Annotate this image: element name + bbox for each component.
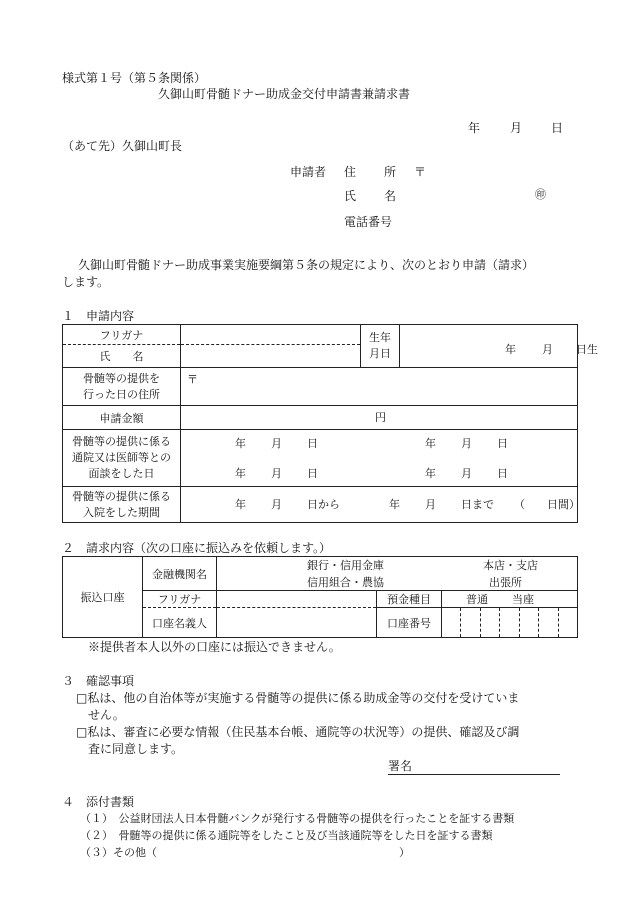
section2-heading: ２ 請求内容（次の口座に振込みを依頼します。） [62,541,332,555]
attachment-item-1: （１） 公益財団法人日本骨髄バンクが発行する骨髄等の提供を行ったことを証する書類 [80,812,515,825]
furigana-label: フリガナ [63,325,181,345]
visit-date-label: 骨髄等の提供に係る 通院又は医師等との 面談をした日 [63,430,181,487]
applicant-name-label-1: 氏 [344,189,357,203]
bank-account-table [62,556,578,638]
hospitalization-label: 骨髄等の提供に係る 入院をした期間 [63,487,181,523]
section1-heading: １ 申請内容 [62,309,135,323]
furigana-field[interactable] [181,325,361,345]
applicant-postal-mark: 〒 [414,165,427,179]
intro-line-2: します。 [62,275,110,289]
attachment-item-3: （３）その他（ ） [80,846,410,859]
section3-heading: ３ 確認事項 [62,674,135,688]
account-number-field[interactable] [442,608,578,638]
applicant-address-label-2: 所 [384,165,397,179]
date-day-label: 日 [551,121,564,135]
confirmation-item-1-line-2: せん。 [88,708,125,722]
seal-mark: ㊞ [535,188,546,201]
form-title: 久御山町骨髄ドナー助成金交付申請書兼請求書 [158,87,411,101]
date-month-label: 月 [510,121,523,135]
transfer-note: ※提供者本人以外の口座には振込できません。 [88,640,341,654]
signature-line[interactable] [388,773,560,775]
deposit-type-label: 預金種目 [377,591,442,608]
amount-field[interactable]: 円 [181,406,578,430]
section4-heading: ４ 添付書類 [62,795,135,809]
account-furigana-field[interactable] [217,591,377,608]
applicant-label: 申請者 [290,165,327,179]
account-holder-label: 口座名義人 [143,608,217,638]
bank-name-label: 金融機関名 [143,557,217,591]
confirmation-item-2-line-2: 査に同意します。 [88,742,184,756]
name-field[interactable] [181,345,361,368]
addressee: （あて先）久御山町長 [62,139,183,153]
intro-line-1: 久御山町骨髄ドナー助成事業実施要綱第５条の規定により、次のとおり申請（請求） [78,258,535,272]
amount-label: 申請金額 [63,406,181,430]
signature-label: 署名 [388,759,413,773]
application-content-table [62,324,598,523]
attachment-item-2: （２） 骨髄等の提供に係る通院等をしたこと及び当該通院等をした日を証する書類 [80,829,493,842]
visit-date-field[interactable]: 年 月 日 年 月 日 年 月 日 年 月 日 [181,430,578,487]
date-year-label: 年 [468,121,481,135]
birth-label: 生年 月日 [361,325,400,368]
hospitalization-period-field[interactable]: 年 月 日から 年 月 日まで （ 日間） [181,487,578,523]
account-number-label: 口座番号 [377,608,442,638]
applicant-address-label-1: 住 [344,165,357,179]
bank-name-field[interactable]: 銀行・信用金庫 信用組合・農協 本店・支店 出張所 [217,557,578,591]
transfer-account-label: 振込口座 [63,557,143,638]
form-number: 様式第１号（第５条関係） [62,71,207,85]
deposit-type-field[interactable]: 普通 当座 [442,591,578,608]
birth-date-field[interactable]: 年 月 日生 [400,325,578,368]
applicant-phone-label: 電話番号 [344,215,393,229]
donor-address-field[interactable]: 〒 [181,368,578,406]
confirmation-item-1-line-1: □私は、他の自治体等が実施する骨髄等の提供に係る助成金等の交付を受けていま [76,691,520,705]
name-label: 氏 名 [63,345,181,368]
account-holder-field[interactable] [217,608,377,638]
donor-address-label: 骨髄等の提供を 行った日の住所 [63,368,181,406]
confirmation-item-2-line-1: □私は、審査に必要な情報（住民基本台帳、通院等の状況等）の提供、確認及び調 [76,725,520,739]
account-furigana-label: フリガナ [143,591,217,608]
applicant-name-label-2: 名 [384,189,397,203]
